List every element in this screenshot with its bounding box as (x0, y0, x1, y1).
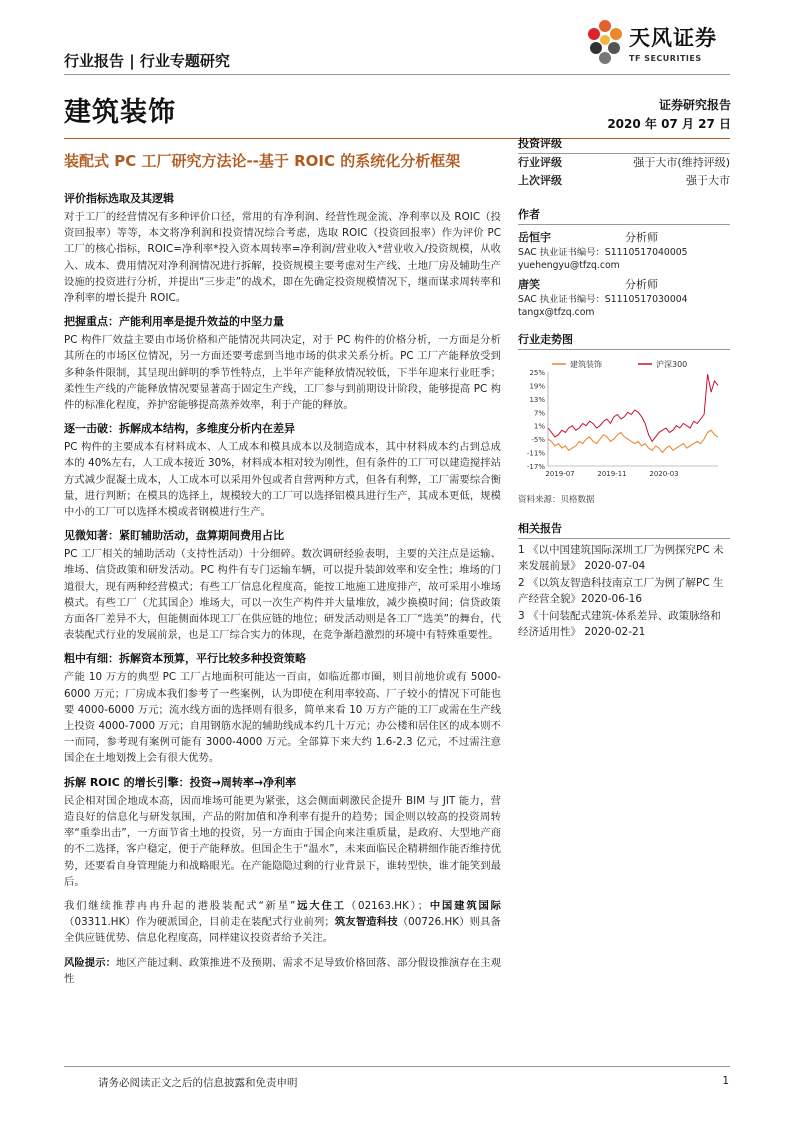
logo-text-en: TF SECURITIES (629, 54, 702, 63)
risk-label: 风险提示： (64, 956, 117, 969)
logo-flower-icon (585, 18, 625, 66)
section-text: 产能 10 万方的典型 PC 工厂占地面积可能达一百亩，如临近都市圈，则目前地价或有 5000-6000 万元；厂房成本我们参考了一些案例，认为即使在利用率较高、厂子较小的情况下可能也要 4000-6000 万元；流水线方面的选择则有很多，简单来看 10 万方产能的工厂或需在生产线上投资 4000-7000 万元；自用钢筋水泥的辅助线成本约几十万元；办公楼和居住区的成本则不一而同，参考现有案例可能有 3000-4000 万元。全部算下来大约 1.6-2.3 亿元，不过需注意国企在土地划拨上会有很大优势。 (64, 671, 501, 765)
trend-chart-svg (518, 358, 730, 486)
y-tick-label: -17% (526, 463, 545, 471)
page-number: 1 (722, 1075, 729, 1087)
rating-value: 强于大市(维持评级) (633, 156, 730, 169)
x-tick-label: 2019-07 (545, 470, 575, 478)
y-tick-label: 25% (529, 369, 545, 377)
footer-disclaimer: 请务必阅读正文之后的信息披露和免责申明 (98, 1077, 298, 1089)
author-name: 唐笑 (518, 278, 540, 291)
author-license: SAC 执业证书编号：S1110517030004 (518, 294, 688, 305)
section-4 (64, 528, 501, 643)
section-3 (64, 421, 501, 520)
section-heading: 粗中有细：拆解资本预算，平行比较多种投资策略 (64, 652, 306, 666)
rec-stock-1: 远大住工 (295, 899, 346, 912)
trend-title: 行业走势图 (518, 331, 730, 350)
section-6 (64, 775, 501, 890)
rec-text-1: 我们继续推荐冉冉升起的港股装配式“新星” (64, 899, 296, 912)
y-tick-label: -11% (526, 449, 545, 458)
section-heading: 逐一击破：拆解成本结构，多维度分析内在差异 (64, 422, 295, 436)
related-panel (518, 520, 730, 642)
report-date: 2020 年 07 月 27 日 (607, 117, 731, 131)
trend-title-box (518, 331, 730, 350)
series-line-1 (548, 430, 718, 452)
y-tick-label: 7% (533, 409, 545, 418)
author-block (518, 277, 730, 319)
report-category: 行业报告 | 行业专题研究 (64, 52, 230, 70)
section-text: 民企相对国企地成本高，因而堆场可能更为紧张，这会侧面刺激民企提升 BIM 与 JIT 能力，营造良好的信息化与研发氛围，产品的附加值和净利率有提升的趋势；国企则以较高的投资周转率“重拳出击”，一方面节省土地的投资，另一方面由于国企向来注重质量，是政府、大型地产商的不二选择，客户稳定，便于产能释放。但国企生于“温水”，未来面临民企精耕细作能否维持优势，还要看自身管理能力和战略眼光。在产能隐隐过剩的行业背景下，谁转型快，谁才能笑到最后。 (64, 794, 501, 888)
section-text: PC 构件的主要成本有材料成本、人工成本和模具成本以及制造成本，其中材料成本约占到总成本的 40%左右，人工成本接近 30%，材料成本相对较为刚性，但有条件的工厂可以建造搅拌站方式减少混凝土成本，人工成本可以采用外包或者自营两种方式，但各有利弊，工厂需要综合衡量，进行判断；在模具的选择上，规模较大的工厂可以选择铝模具进行生产，其成本更低，规模中小的工厂可以选择木模或者钢模进行生产。 (64, 441, 501, 519)
rating-title: 投资评级 (518, 135, 730, 154)
main-body (64, 191, 501, 995)
header-divider (64, 74, 730, 75)
chart-source: 资料来源：贝格数据 (518, 495, 595, 505)
section-5 (64, 651, 501, 766)
series-line-2 (548, 374, 718, 441)
section-heading: 评价指标选取及其逻辑 (64, 192, 174, 205)
related-report-link[interactable]: 2 《以筑友智造科技南京工厂为例了解PC 生产经营全貌》2020-06-16 (518, 577, 724, 605)
related-report-link[interactable]: 3 《十问装配式建筑-体系差异、政策脉络和经济适用性》 2020-02-21 (518, 610, 721, 638)
footer-divider (64, 1066, 730, 1067)
page-title: 建筑装饰 (64, 97, 176, 128)
company-logo (585, 16, 735, 72)
rating-value: 强于大市 (686, 174, 730, 187)
author-email[interactable]: yuehengyu@tfzq.com (518, 260, 620, 271)
author-license: SAC 执业证书编号：S1110517040005 (518, 247, 688, 258)
rec-stock-3: 筑友智造科技 (334, 916, 398, 929)
report-type: 证券研究报告 (658, 98, 731, 112)
risk-text: 地区产能过剩、政策推进不及预期、需求不足导致价格回落、部分假设推演存在主观性 (64, 956, 501, 985)
section-text: PC 工厂相关的辅助活动（支持性活动）十分细碎。数次调研经验表明，主要的关注点是运输、堆场、信贷政策和研发活动。PC 构件有专门运输车辆，可以提升装卸效率和安全性；堆场的门道很大，现有两种经营模式；有些工厂信息化程度高，能按工地施工进度排产，故可采用小堆场模式。有些工厂（尤其国企）堆场大，可以一次生产构件并大量堆放，减少换模时间；信贷政策方面各厂差异不大，但能侧面体现工厂在供应链的地位；研发活动则是各工厂“选美”的舞台，代表装配式行业的发展前景，也是工厂综合实力的体现，在竞争渐趋激烈的环境中有特殊重要性。 (64, 548, 501, 642)
legend-label: 沪深300 (656, 360, 688, 369)
authors-panel (518, 206, 730, 319)
trend-chart (518, 358, 730, 486)
related-title: 相关报告 (518, 520, 730, 539)
rating-label: 行业评级 (518, 156, 562, 169)
recommendation (64, 898, 501, 947)
rec-text-4: （00726.HK）则具备全供应链优势、信息化程度高，同样建议投资者给予关注。 (64, 916, 501, 945)
author-role: 分析师 (625, 231, 658, 244)
rating-row (518, 154, 730, 172)
rating-label: 上次评级 (518, 174, 562, 187)
related-report-link[interactable]: 1 《以中国建筑国际深圳工厂为例探究PC 未来发展前景》 2020-07-04 (518, 544, 724, 572)
x-tick-label: 2020-03 (649, 470, 679, 478)
author-email[interactable]: tangx@tfzq.com (518, 307, 595, 318)
y-tick-label: -5% (531, 436, 545, 445)
legend-label: 建筑装饰 (570, 360, 602, 369)
section-text: 对于工厂的经营情况有多种评价口径，常用的有净利润、经营性现金流、净利率以及 ROIC（投资回报率）等等，本文将净利润和投资情况综合考虑，选取 ROIC（投资回报率）作为评价 PC 工厂的核心指标，ROIC=净利率*投入资本周转率=净利润/营业收入*营业收入/投资规模，从收入、成本、费用情况对净利润情况进行拆解，投资规模主要考虑对生产线、土地厂房及辅助生产设施的投资进行分析，并提出“三步走”的战术，即在先确定投资规模情况下，继而谋求周转率和净利率的增长提升 ROIC。 (64, 211, 501, 305)
author-block (518, 230, 730, 272)
rec-text-2: （02163.HK）； (345, 899, 429, 912)
report-subtitle: 装配式 PC 工厂研究方法论--基于 ROIC 的系统化分析框架 (64, 152, 461, 170)
x-tick-label: 2019-11 (597, 470, 627, 478)
rating-row (518, 172, 730, 190)
risk-warning (64, 955, 501, 987)
section-heading: 拆解 ROIC 的增长引擎：投资→周转率→净利率 (64, 775, 297, 789)
rating-panel (518, 135, 730, 190)
logo-text-cn: 天风证券 (629, 26, 717, 50)
section-1 (64, 191, 501, 306)
y-tick-label: 19% (529, 382, 545, 391)
rec-stock-2: 中国建筑国际 (428, 899, 501, 912)
y-tick-label: 1% (533, 422, 545, 431)
authors-title: 作者 (518, 206, 730, 225)
section-2 (64, 314, 501, 413)
author-role: 分析师 (625, 278, 658, 291)
section-text: PC 构件厂效益主要由市场价格和产能情况共同决定，对于 PC 构件的价格分析，一方面是分析其所在的市场区位情况，另一方面还要考虑到当地市场的供求关系分析。PC 工厂产能释放受到多种条件限制，其呈现出鲜明的季节性特点，上半年产能释放情况较低，下半年迎来行业旺季；柔性生产线的产能释放情况要显著高于固定生产线，工厂参与到前期设计阶段，能够提高 PC 构件的标准化程度，养护窑能够提高蒸养效率，利于产能的释放。 (64, 334, 501, 412)
rec-text-3: （03311.HK）作为硬派国企，目前走在装配式行业前列； (64, 916, 335, 929)
section-heading: 把握重点：产能利用率是提升效益的中坚力量 (64, 315, 284, 329)
y-tick-label: 13% (529, 395, 545, 404)
author-name: 岳恒宇 (518, 231, 551, 244)
section-heading: 见微知著：紧盯辅助活动，盘算期间费用占比 (64, 529, 284, 543)
